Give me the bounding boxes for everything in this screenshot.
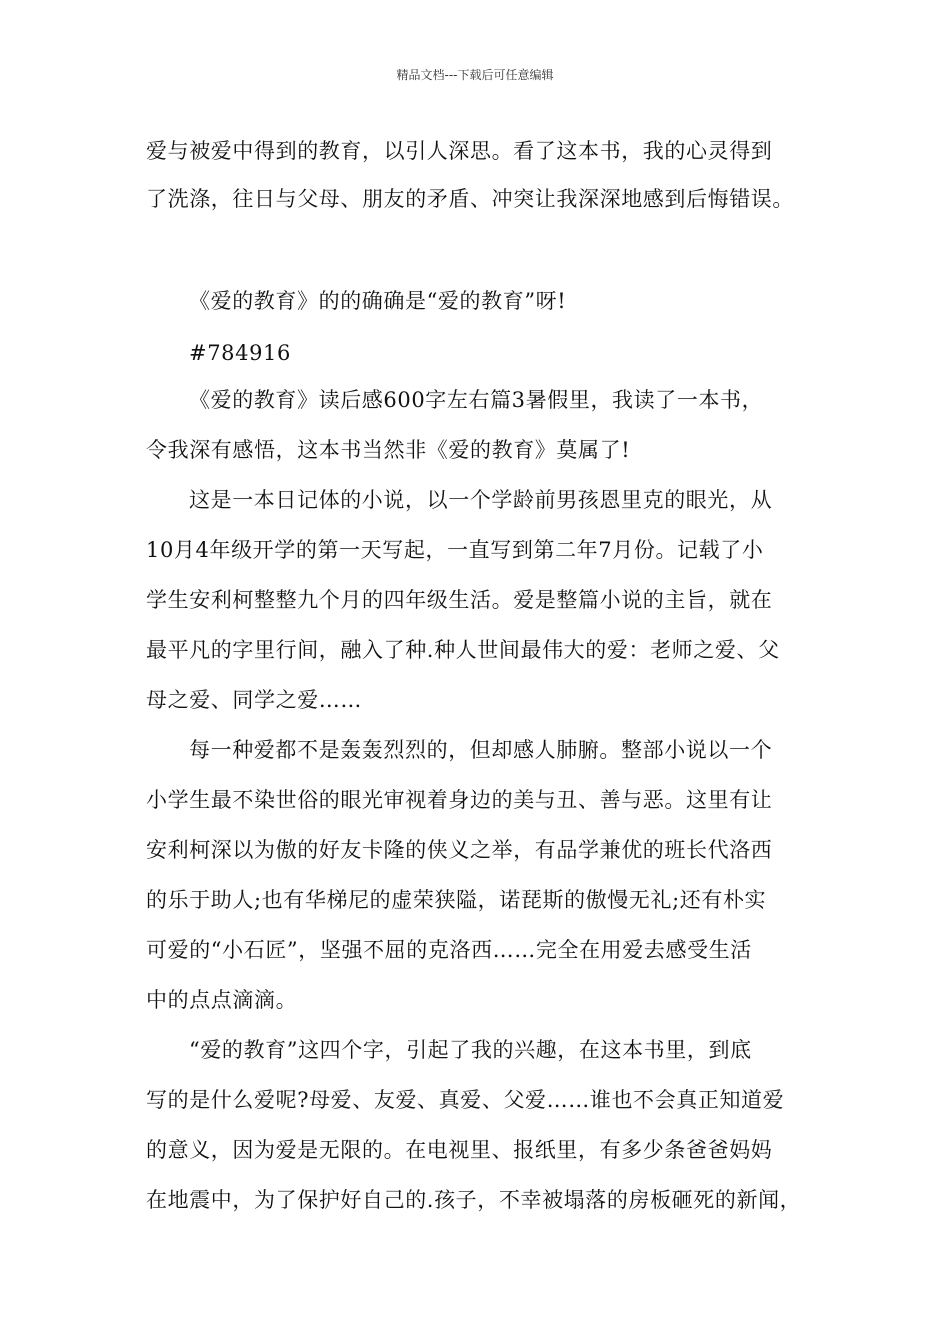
text-line: 《爱的教育》的的确确是“爱的教育”呀!: [189, 289, 567, 313]
text-line: 可爱的“小石匠”，坚强不屈的克洛西……完全在用爱去感受生活: [146, 938, 752, 962]
text-line: 在地震中，为了保护好自己的.孩子，不幸被塌落的房板砸死的新闻，: [146, 1188, 802, 1212]
text-line: 10月4年级开学的第一天写起，一直写到第二年7月份。记载了小: [146, 538, 764, 562]
text-line: “爱的教育”这四个字，引起了我的兴趣，在这本书里，到底: [189, 1038, 752, 1062]
text-line: 令我深有感悟，这本书当然非《爱的教育》莫属了!: [146, 438, 631, 462]
text-line: 母之爱、同学之爱……: [146, 688, 362, 712]
text-line: 最平凡的字里行间，融入了种.种人世间最伟大的爱：老师之爱、父: [146, 638, 780, 662]
text-line: 爱与被爱中得到的教育，以引人深思。看了这本书，我的心灵得到: [146, 139, 773, 163]
text-line: 学生安利柯整整九个月的四年级生活。爱是整篇小说的主旨，就在: [146, 588, 773, 612]
text-line: 这是一本日记体的小说，以一个学龄前男孩恩里克的眼光，从: [189, 488, 773, 512]
text-line: 安利柯深以为傲的好友卡隆的侠义之举，有品学兼优的班长代洛西: [146, 838, 773, 862]
text-line: 小学生最不染世俗的眼光审视着身边的美与丑、善与恶。这里有让: [146, 788, 773, 812]
text-line: 的意义，因为爱是无限的。在电视里、报纸里，有多少条爸爸妈妈: [146, 1138, 773, 1162]
text-line: 《爱的教育》读后感600字左右篇3暑假里，我读了一本书，: [189, 388, 764, 412]
text-line: 的乐于助人;也有华梯尼的虚荣狭隘，诺琵斯的傲慢无礼;还有朴实: [146, 888, 767, 912]
text-line: 每一种爱都不是轰轰烈烈的，但却感人肺腑。整部小说以一个: [189, 738, 773, 762]
text-line: 了洗涤，往日与父母、朋友的矛盾、冲突让我深深地感到后悔错误。: [146, 187, 794, 211]
page-header: 精品文档---下载后可任意编辑: [396, 68, 554, 82]
text-line: #784916: [189, 341, 291, 365]
text-line: 写的是什么爱呢?母爱、友爱、真爱、父爱……谁也不会真正知道爱: [146, 1088, 785, 1112]
text-line: 中的点点滴滴。: [146, 988, 298, 1012]
